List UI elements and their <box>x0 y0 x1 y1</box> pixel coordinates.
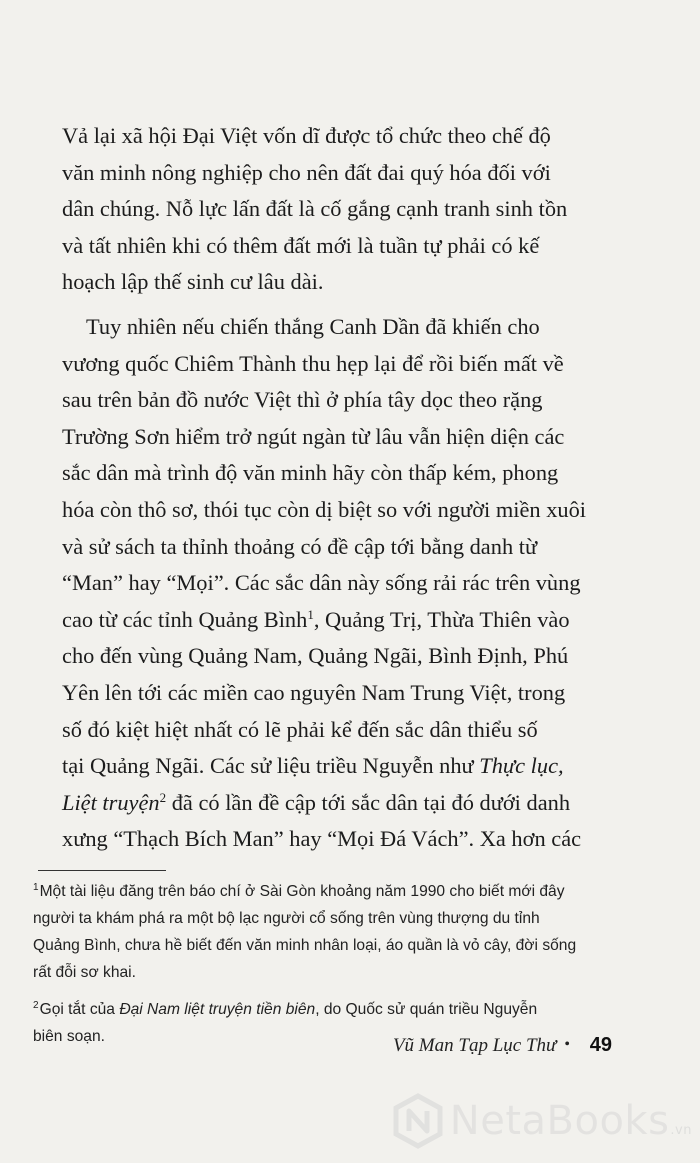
text-line: sau trên bản đồ nước Việt thì ở phía tây dọc theo rặng <box>62 387 543 413</box>
footnote-reference-1[interactable]: 1 <box>307 606 314 622</box>
text-line: Tuy nhiên nếu chiến thắng Canh Dần đã khiến cho <box>64 313 540 339</box>
text-line: cho đến vùng Quảng Nam, Quảng Ngãi, Bình Định, Phú <box>62 643 569 669</box>
text-run: , Quảng Trị, Thừa Thiên vào <box>313 606 570 632</box>
footnotes <box>33 878 653 1060</box>
footnote-line: biên soạn. <box>33 1028 105 1045</box>
paragraph-2 <box>62 309 642 858</box>
footnote-line <box>33 996 653 1023</box>
text-line: sắc dân mà trình độ văn minh hãy còn thấp kém, phong <box>62 460 559 486</box>
text-line: hóa còn thô sơ, thói tục còn dị biệt so với người miền xuôi <box>62 496 587 522</box>
text-run: Một tài liệu đăng trên báo chí ở Sài Gòn khoảng năm 1990 cho biết mới đây <box>39 883 565 900</box>
body-text <box>62 118 642 858</box>
page-number: 49 <box>589 1034 612 1056</box>
text-line: số đó kiệt hiệt nhất có lẽ phải kể đến sắc dân thiểu số <box>62 716 538 742</box>
text-run: , do Quốc sử quán triều Nguyễn <box>315 1001 538 1018</box>
text-line: Vả lại xã hội Đại Việt vốn dĩ được tổ chức theo chế độ <box>62 123 551 148</box>
text-line: và tất nhiên khi có thêm đất mới là tuần tự phải có kế <box>62 232 540 258</box>
italic-title: Đại Nam liệt truyện tiền biên <box>119 1001 316 1018</box>
paragraph-1 <box>62 118 642 301</box>
text-line: và sử sách ta thỉnh thoảng có đề cập tới bằng danh từ <box>62 533 538 559</box>
text-line: Trường Sơn hiểm trở ngút ngàn từ lâu vẫn hiện diện các <box>62 423 565 449</box>
bullet-separator: • <box>564 1036 570 1053</box>
watermark-brand <box>450 1098 692 1144</box>
footnote-1 <box>33 878 653 986</box>
footnote-divider <box>38 870 166 871</box>
text-line <box>62 785 642 822</box>
text-line: xưng “Thạch Bích Man” hay “Mọi Đá Vách”. Xa hơn các <box>62 826 582 852</box>
watermark-brand-text: NetaBooks <box>449 1098 670 1144</box>
footnote-line: Quảng Bình, chưa hề biết đến văn minh nhân loại, áo quần là vỏ cây, đời sống <box>33 937 577 954</box>
text-line: văn minh nông nghiệp cho nên đất đai quý hóa đối với <box>62 159 551 185</box>
text-line: Yên lên tới các miền cao nguyên Nam Trung Việt, trong <box>62 679 566 705</box>
footnote-marker: 2 <box>33 1000 39 1011</box>
text-run: tại Quảng Ngãi. Các sử liệu triều Nguyễn như <box>62 753 480 779</box>
footnote-line: rất đỗi sơ khai. <box>33 964 136 981</box>
footnote-reference-2[interactable]: 2 <box>159 789 167 805</box>
netabooks-logo-icon <box>392 1093 444 1149</box>
footnote-line <box>33 878 653 905</box>
watermark-suffix: .vn <box>670 1123 692 1138</box>
text-run: cao từ các tỉnh Quảng Bình <box>62 606 308 632</box>
italic-title: Thực lục, <box>479 753 564 779</box>
text-line: dân chúng. Nỗ lực lấn đất là cố gắng cạnh tranh sinh tồn <box>62 196 568 222</box>
text-line <box>62 748 642 785</box>
book-title: Vũ Man Tạp Lục Thư <box>392 1035 557 1056</box>
text-line: “Man” hay “Mọi”. Các sắc dân này sống rải rác trên vùng <box>62 570 581 596</box>
italic-title: Liệt truyện <box>62 789 160 815</box>
text-run: Gọi tắt của <box>39 1001 120 1018</box>
watermark <box>392 1093 692 1149</box>
footnote-line: người ta khám phá ra một bộ lạc người cổ sống trên vùng thượng du tỉnh <box>33 910 540 927</box>
text-run: đã có lần đề cập tới sắc dân tại đó dưới danh <box>166 789 571 815</box>
text-line: vương quốc Chiêm Thành thu hẹp lại để rồi biến mất về <box>62 350 564 376</box>
running-footer <box>393 1035 614 1057</box>
text-line: hoạch lập thế sinh cư lâu dài. <box>62 269 324 295</box>
text-line <box>62 602 642 639</box>
footnote-marker: 1 <box>33 882 39 893</box>
